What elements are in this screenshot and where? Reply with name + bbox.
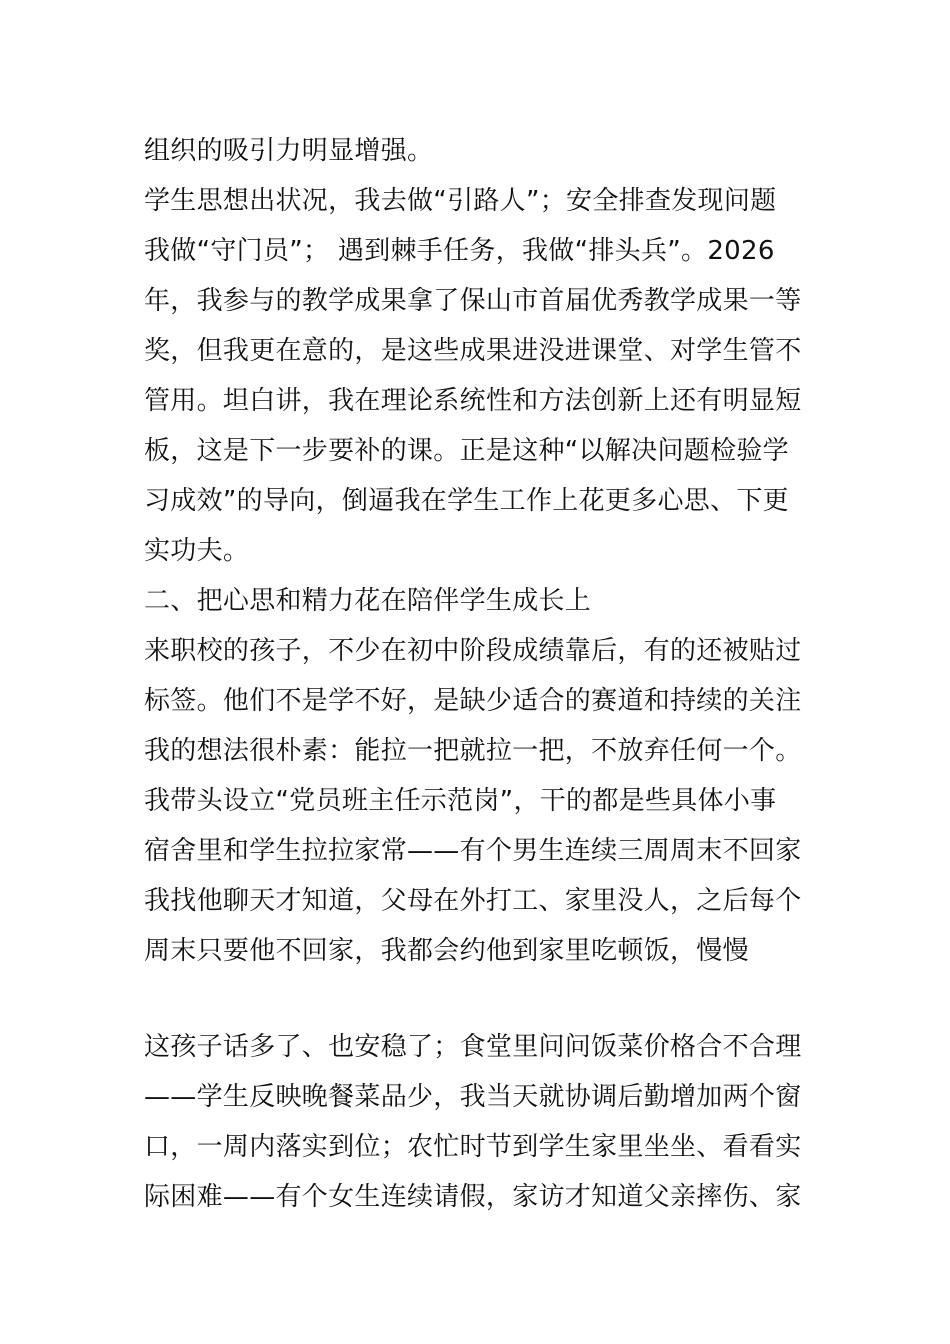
text-line: 板，这是下一步要补的课。正是这种“以解决问题检验学 (144, 436, 789, 466)
text-line: 口，一周内落实到位；农忙时节到学生家里坐坐、看看实 (144, 1132, 802, 1162)
text-line: 年，我参与的教学成果拿了保山市首届优秀教学成果一等 (144, 286, 802, 316)
text-line: 来职校的孩子，不少在初中阶段成绩靠后，有的还被贴过 (144, 636, 802, 666)
text-line: 周末只要他不回家，我都会约他到家里吃顿饭，慢慢 (144, 936, 749, 966)
section-heading: 二、把心思和精力花在陪伴学生成长上 (144, 586, 592, 616)
text-line: 我的想法很朴素：能拉一把就拉一把，不放弃任何一个。 (144, 736, 802, 766)
text-line: 宿舍里和学生拉拉家常——有个男生连续三周周末不回家 (144, 836, 802, 866)
text-line: 际困难——有个女生连续请假，家访才知道父亲摔伤、家 (144, 1182, 802, 1212)
text-line: 管用。坦白讲，我在理论系统性和方法创新上还有明显短 (144, 386, 802, 416)
text-line: 我做“守门员”； 遇到棘手任务，我做“排头兵”。2026 (144, 236, 775, 266)
text-line: 组织的吸引力明显增强。 (144, 136, 434, 166)
text-line: 我带头设立“党员班主任示范岗”，干的都是些具体小事 (144, 786, 777, 816)
text-line: 这孩子话多了、也安稳了；食堂里问问饭菜价格合不合理 (144, 1032, 802, 1062)
text-line: 学生思想出状况，我去做“引路人”；安全排查发现问题 (144, 186, 777, 216)
text-block-bottom (144, 1022, 810, 1222)
text-line: 实功夫。 (144, 536, 250, 566)
text-block-top (144, 126, 810, 976)
text-line: 我找他聊天才知道，父母在外打工、家里没人，之后每个 (144, 886, 802, 916)
text-line: 标签。他们不是学不好，是缺少适合的赛道和持续的关注 (144, 686, 802, 716)
text-line: 习成效”的导向，倒逼我在学生工作上花更多心思、下更 (144, 486, 789, 516)
text-line: ——学生反映晚餐菜品少，我当天就协调后勤增加两个窗 (144, 1082, 802, 1112)
text-line: 奖，但我更在意的，是这些成果进没进课堂、对学生管不 (144, 336, 802, 366)
